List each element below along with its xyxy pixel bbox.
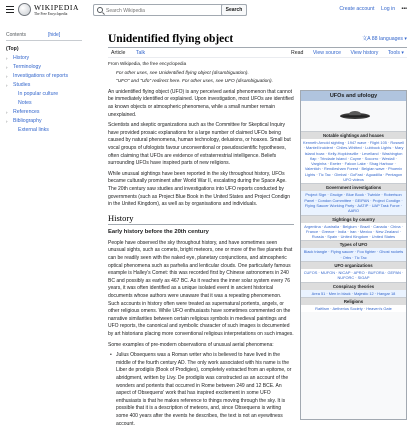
search-icon <box>97 7 103 13</box>
toc-divider <box>6 40 82 41</box>
toc-item[interactable] <box>6 72 86 81</box>
search-input[interactable] <box>106 6 216 15</box>
navbox-group-heading: Conspiracy theories <box>301 282 406 290</box>
toc-hide-button[interactable]: [hide] <box>48 32 61 38</box>
intro-paragraph: An unidentified flying object (UFO) is any perceived aerial phenomenon that cannot be immediately identified or explained. Upon investigation, most UFOs are identified as known objects or atmospheric phenomena, while a small number remain unexplained. <box>108 88 294 118</box>
wikipedia-wordmark[interactable]: WIKIPEDIA <box>34 3 79 12</box>
navbox-group-heading: Sightings by country <box>301 215 406 223</box>
toc-item-label: Terminology <box>13 64 41 70</box>
language-icon: 文A <box>361 36 372 42</box>
navbox-group-links[interactable]: Raëlism · Aetherius Society · Heaven's Gate <box>301 305 406 312</box>
tab-tools[interactable]: Tools ▾ <box>387 49 404 56</box>
toc-item-label: External links <box>18 127 49 133</box>
tab-view-source[interactable]: View source <box>312 49 342 56</box>
chevron-right-icon[interactable]: › <box>6 119 8 124</box>
hatnote: For other uses, see Unidentified flying object (disambiguation). <box>116 70 249 76</box>
tab-talk[interactable]: Talk <box>135 49 146 56</box>
page-title: Unidentified flying object <box>108 33 234 45</box>
navbox-group-heading: Notable sightings and hoaxes <box>301 131 406 139</box>
site-header <box>0 0 415 22</box>
hatnote: "UFO" and "Ufo" redirect here. For other uses, see UFO (disambiguation). <box>116 79 273 85</box>
toc-item[interactable] <box>6 81 86 90</box>
toc-item-label: Notes <box>18 100 32 106</box>
toc-item[interactable] <box>6 117 86 126</box>
toc-list <box>6 45 86 135</box>
flying-saucer-icon <box>339 110 371 120</box>
toc-title: Contents <box>6 32 27 38</box>
chevron-right-icon[interactable]: › <box>6 74 8 79</box>
search-button[interactable]: Search <box>221 4 247 16</box>
chevron-right-icon[interactable]: › <box>6 56 8 61</box>
navbox-image <box>301 101 406 131</box>
toc-item[interactable] <box>6 45 86 54</box>
namespace-tabs <box>108 48 151 57</box>
navbox-group-links[interactable]: Area 51 · Men in black · Majestic 12 · Hangar 18 <box>301 290 406 297</box>
toc-item[interactable] <box>6 108 86 117</box>
navbox-sections <box>301 131 406 312</box>
tab-view-history[interactable]: View history <box>350 49 379 56</box>
intro-paragraph: While unusual sightings have been reported in the sky throughout history, UFOs became culturally prominent after World War II, escalating during the Space Age. The 20th century saw studies and investigations into UFO reports conducted by governments (such as Project Blue Book in the United States and Project Condign in the United Kingdom), as well as by organisations and individuals. <box>108 170 291 208</box>
toc-item[interactable] <box>6 63 86 72</box>
navbox-group-links[interactable]: Argentina · Australia · Belgium · Brazil · Canada · China · France · Greece · India · Iran · Mexico · New Zealand · Russia · Spain · United Kingdom · United States <box>301 223 406 241</box>
language-count: 88 languages <box>371 36 403 42</box>
history-paragraph: Some examples of pre-modern observations of unusual aerial phenomena: <box>108 341 274 348</box>
more-options-icon[interactable]: ••• <box>401 6 407 12</box>
toc-item-label: Studies <box>13 82 31 88</box>
tabs-divider <box>108 57 407 58</box>
navbox-group-links[interactable]: Black triangle · Flying saucer · Foo fighter · Ghost rockets · Orbs · Tic Tac <box>301 248 406 261</box>
ufo-navbox <box>300 90 407 420</box>
intro-paragraph: Scientists and skeptic organizations such as the Committee for Skeptical Inquiry have provided prosaic explanations for a large number of claimed UFOs being caused by natural phenomena, human technology, delusions, or hoaxes. Small but vocal groups of ufologists favour unconventional or pseudoscientific hypotheses, often claiming that UFOs are evidence of extraterrestrial intelligence. Beliefs surrounding UFOs have inspired parts of new religions. <box>108 122 291 167</box>
tab-read[interactable]: Read <box>288 48 306 58</box>
navbox-group-heading: Religions <box>301 297 406 305</box>
history-paragraph: People have observed the sky throughout history, and have sometimes seen unusual sights, such as comets, bright meteors, one or more of the five planets that can be readily seen with the naked eye, planetary conjunctions, and atmospheric optical phenomena such as parhelia and lenticular clouds. One particularly famous example is Halley's Comet: this was recorded first by Chinese astronomers in 240 BC and possibly as early as 467 BC. As it reaches the inner solar system every 76 years, it was often identified as a unique isolated event in ancient historical documents whose authors were unaware that it was a repeating phenomenon. Such accounts in history often were treated as supernatural portents, angels, or other religious omens. While UFO enthusiasts have sometimes commented on the narrative similarities between certain religious symbols in medieval paintings and UFO reports, the canonical and symbolic character of such images is documented by art historians placing more conventional religious interpretations on such images. <box>108 239 294 337</box>
toc-item-label: Bibliography <box>13 118 42 124</box>
chevron-down-icon: ▾ <box>402 36 407 42</box>
toc-item-label: Investigations of reports <box>13 73 69 79</box>
personal-tools <box>334 6 407 12</box>
toc-item-label: References <box>13 109 40 115</box>
tab-article[interactable]: Article <box>108 48 128 58</box>
wikipedia-tagline: The Free Encyclopedia <box>34 11 68 16</box>
chevron-right-icon[interactable]: › <box>6 83 8 88</box>
main-menu-icon[interactable] <box>6 6 14 14</box>
navbox-group-heading: Types of UFO <box>301 240 406 248</box>
navbox-title: UFOs and ufology <box>301 91 406 101</box>
wikipedia-globe-logo[interactable] <box>18 3 31 16</box>
subsection-heading-early-history: Early history before the 20th century <box>108 229 209 236</box>
tools-label: Tools <box>387 49 400 56</box>
navbox-group-links[interactable]: Project Sign · Grudge · Blue Book · Twinkle · Robertson Panel · Condon Committee · GEIPAN · Project Condign · Flying Saucer Working Party · AATIP · UAP Task Force · AARO <box>301 191 406 214</box>
site-sub: From Wikipedia, the free encyclopedia <box>108 61 187 66</box>
chevron-right-icon[interactable]: › <box>6 65 8 70</box>
navbox-group-links[interactable]: CUFOS · MUFON · NICAP · APRO · BUFORA · GEPAN · NUFORC · SIGAP <box>301 269 406 282</box>
list-item: • Julius Obsequens was a Roman writer who is believed to have lived in the middle of the fourth century AD. The only work associated with his name is the Liber de prodigiis (Book of Prodigies), completely extracted from an epitome, or abridgment, written by Livy. De prodigiis was constructed as an account of the wonders and portents that occurred in Rome between 249 and 12 BCE. An aspect of Obsequens' work that has inspired excitement in some UFO enthusiasts is that he makes reference to things moving through the sky. It is possible that it is a description of meteors, and, since Obsequens is writing some 400 years after the events he describes, the text is not an eyewitness account. <box>108 352 294 428</box>
toc-item-label: In popular culture <box>18 91 59 97</box>
language-button[interactable] <box>362 35 407 42</box>
navbox-group-heading: Government investigations <box>301 183 406 191</box>
chevron-right-icon[interactable]: › <box>6 110 8 115</box>
section-heading-history: History <box>108 215 294 226</box>
toc-item[interactable] <box>6 99 86 108</box>
toc-item[interactable] <box>6 90 86 99</box>
search-box <box>93 4 247 16</box>
toc-item[interactable] <box>6 126 86 135</box>
navbox-group-heading: UFO organizations <box>301 261 406 269</box>
toc-item[interactable] <box>6 54 86 63</box>
article-body <box>108 60 294 431</box>
login-link[interactable]: Log in <box>380 6 396 12</box>
toc-item-label: (Top) <box>6 46 19 52</box>
create-account-link[interactable]: Create account <box>339 6 375 12</box>
toc-item-label: History <box>13 55 30 61</box>
navbox-group-links[interactable]: Kenneth Arnold sighting · 1947 wave · Flight 105 · Roswell · Mantell incident · Chiles-Whitted · Lubbock Lights · Mary Island hoax · Kelly-Hopkinsville · Levelland · Washington flap · Trindade Island · Coyne · Socorro · Westall · Varginha · Exeter · Falcon Lake · Shag Harbour · Valentich · Rendlesham Forest · Belgian wave · Phoenix Lights · Tic Tac · Gimbal · GoFast · Aguadilla · Pentagon UFO videos <box>303 140 404 183</box>
